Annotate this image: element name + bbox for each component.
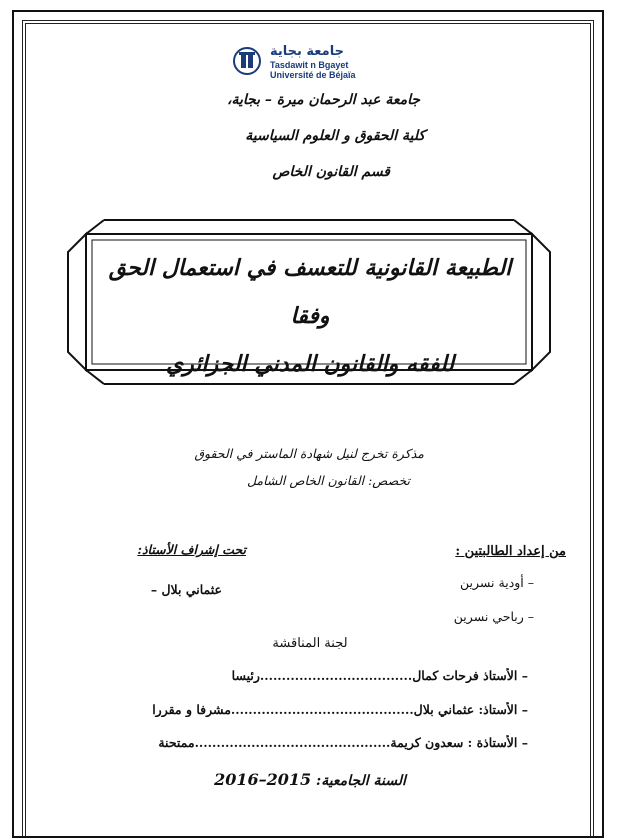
student-name: – أودية نسرين (460, 575, 534, 590)
university-logo (232, 44, 402, 80)
committee-title: لجنة المناقشة (272, 636, 348, 651)
faculty-name: كلية الحقوق و العلوم السياسية (245, 128, 425, 144)
university-emblem-icon (232, 46, 262, 76)
thesis-title (90, 244, 530, 388)
university-name-french: Université de Béjaïa (270, 70, 356, 80)
committee-member-president: – الأستاذ فرحات كمال...................................رئيسا (231, 668, 528, 683)
academic-year-value: 2015–2016 (214, 770, 312, 789)
supervisor-name: عثماني بلال – (150, 582, 222, 597)
university-name-arabic: جامعة بجاية (270, 44, 344, 59)
thesis-title-line2: للفقه والقانون المدني الجزائري (165, 351, 455, 377)
memo-specialization: تخصص: القانون الخاص الشامل (246, 473, 410, 488)
academic-year (0, 770, 620, 789)
supervisor-label: تحت إشراف الأستاذ: (137, 542, 246, 557)
committee-member-examiner: – الأستاذة : سعدون كريمة.............................................ممتحنة (158, 735, 528, 750)
university-name: جامعة عبد الرحمان ميرة – بجاية، (226, 92, 420, 108)
prepared-by-label: من إعداد الطالبتين : (455, 544, 566, 559)
memo-description: مذكرة تخرج لنيل شهادة الماستر في الحقوق (194, 446, 424, 461)
committee-member-supervisor: – الأستاذ: عثماني بلال..........................................مشرفا و مقررا (152, 702, 528, 717)
department-name: قسم القانون الخاص (272, 164, 390, 180)
academic-year-label: السنة الجامعية: (316, 773, 406, 789)
university-name-berber: Tasdawit n Bgayet (270, 60, 349, 70)
thesis-title-line1: الطبيعة القانونية للتعسف في استعمال الحق وفقا (108, 255, 512, 329)
student-name: – رباحي نسرين (453, 609, 534, 624)
